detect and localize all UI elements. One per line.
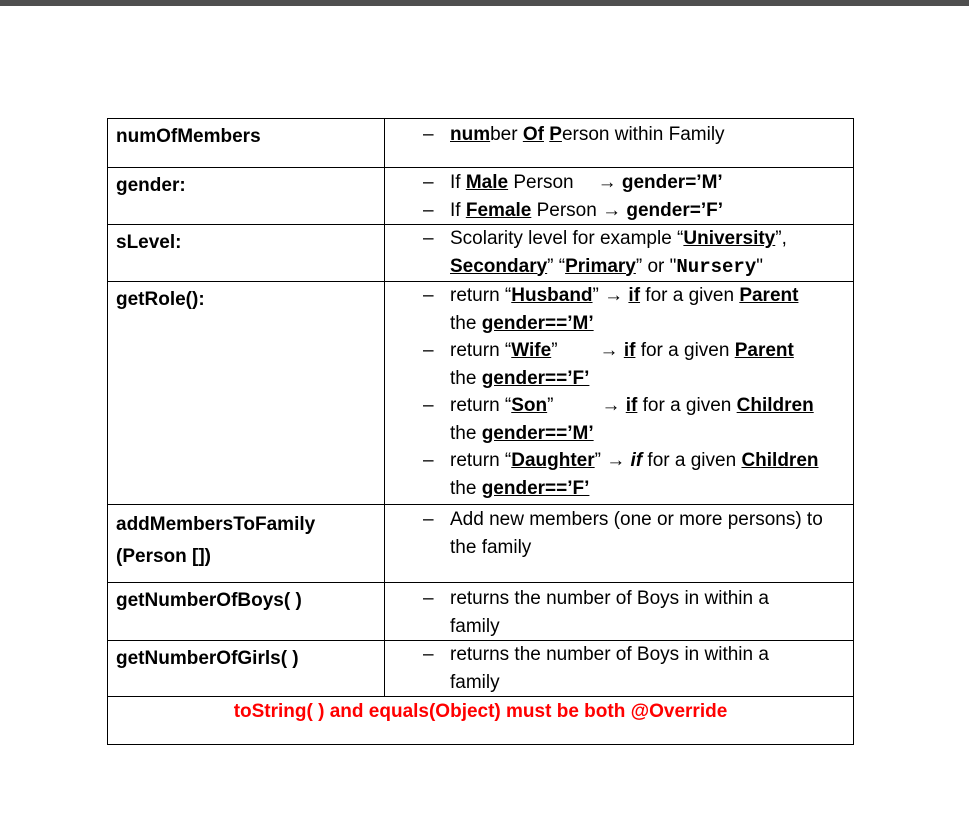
member-name: sLevel: (108, 225, 385, 282)
member-name: numOfMembers (108, 119, 385, 168)
table-row (108, 168, 854, 225)
table-row (108, 697, 854, 745)
member-name: gender: (108, 168, 385, 225)
member-name: addMembersToFamily (Person []) (108, 505, 385, 583)
member-description (385, 225, 854, 282)
dash-bullet: – (423, 228, 434, 249)
table-row (108, 641, 854, 697)
dash-bullet: – (423, 509, 434, 530)
dash-bullet: – (423, 340, 434, 361)
list-item: – If Male Person → gender=’M’ (385, 169, 853, 197)
list-item: – returns the number of Boys in within a family (385, 641, 853, 696)
dash-bullet: – (423, 285, 434, 306)
list-item: – number Of Person within Family (385, 121, 853, 149)
dash-bullet: – (423, 588, 434, 609)
arrow-right-icon: → (602, 199, 622, 221)
member-description (385, 583, 854, 641)
dash-bullet: – (423, 124, 434, 145)
table-row (108, 225, 854, 282)
list-item: – return “Wife” → if for a given Parent the gender==’F’ (385, 337, 853, 392)
dash-bullet: – (423, 172, 434, 193)
arrow-right-icon: → (599, 340, 619, 361)
member-name: getNumberOfGirls( ) (108, 641, 385, 697)
table-row (108, 282, 854, 505)
member-name: getNumberOfBoys( ) (108, 583, 385, 641)
list-item: – Add new members (one or more persons) to the family (385, 506, 853, 561)
list-item: – Scolarity level for example “University”, Secondary” “Primary” or "Nursery" (385, 225, 853, 281)
arrow-right-icon: → (597, 172, 617, 193)
list-item: – return “Daughter” → if for a given Children the gender==’F’ (385, 447, 853, 502)
member-name: getRole(): (108, 282, 385, 505)
table-row (108, 583, 854, 641)
member-description (385, 505, 854, 583)
member-description (385, 119, 854, 168)
list-item: – return “Husband” → if for a given Parent the gender==’M’ (385, 282, 853, 337)
table-row (108, 505, 854, 583)
dash-bullet: – (423, 199, 434, 221)
override-note: toString( ) and equals(Object) must be both @Override (108, 697, 854, 745)
list-item: – If Female Person → gender=’F’ (385, 197, 853, 225)
arrow-right-icon: → (606, 450, 626, 471)
arrow-right-icon: → (604, 285, 624, 306)
dash-bullet: – (423, 450, 434, 471)
member-description (385, 282, 854, 505)
member-description (385, 641, 854, 697)
table-row (108, 119, 854, 168)
arrow-right-icon: → (601, 395, 621, 416)
member-description (385, 168, 854, 225)
spec-table (107, 118, 854, 745)
dash-bullet: – (423, 644, 434, 665)
list-item: – returns the number of Boys in within a family (385, 585, 853, 640)
dash-bullet: – (423, 395, 434, 416)
list-item: – return “Son” → if for a given Children the gender==’M’ (385, 392, 853, 447)
